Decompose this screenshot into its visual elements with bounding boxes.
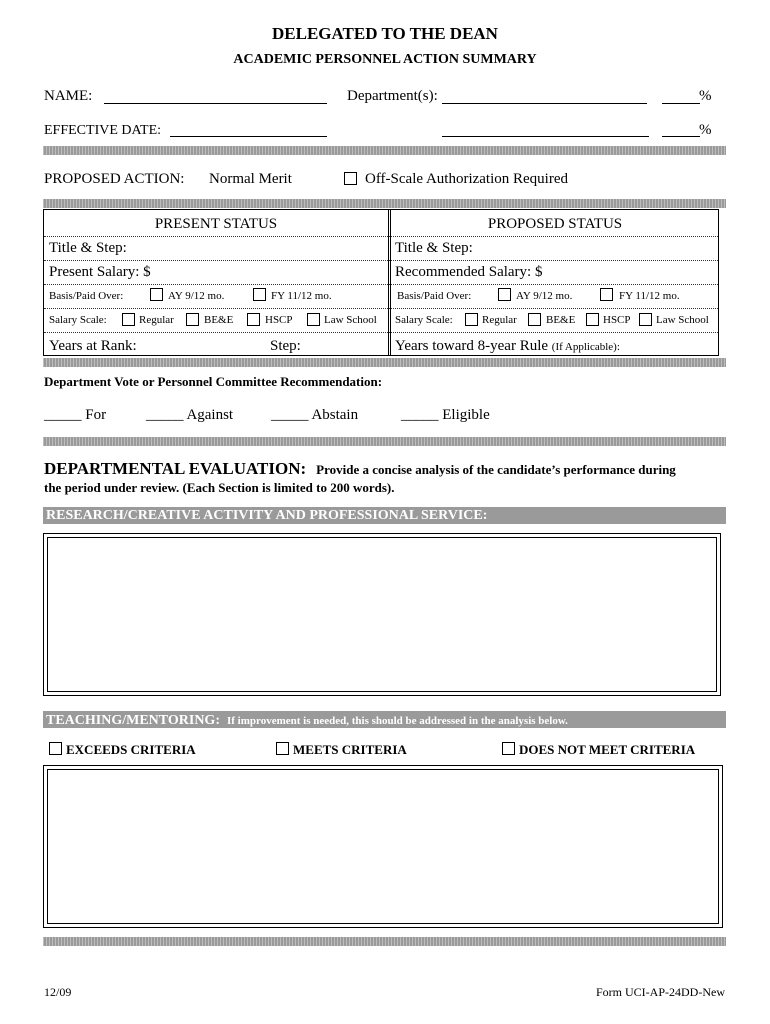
present-law-checkbox[interactable] <box>307 313 320 326</box>
evaluation-heading-row <box>44 459 734 479</box>
recommended-salary[interactable]: Recommended Salary: $ <box>395 264 543 280</box>
vote-for[interactable] <box>44 407 106 424</box>
divider-bar-2 <box>43 199 726 208</box>
teaching-textbox[interactable] <box>43 765 723 928</box>
effective-date-field[interactable] <box>170 136 327 137</box>
vote-abstain-label: Abstain <box>311 407 359 423</box>
proposed-action-value: Normal Merit <box>209 171 292 187</box>
proposed-fy-label: FY 11/12 mo. <box>619 290 680 302</box>
vote-abstain-blank: _____ <box>271 407 309 423</box>
vote-abstain[interactable] <box>271 407 358 424</box>
present-ay-label: AY 9/12 mo. <box>168 290 225 302</box>
proposed-action-label: PROPOSED ACTION: <box>44 171 185 187</box>
present-salary[interactable]: Present Salary: $ <box>49 264 151 280</box>
present-bee-checkbox[interactable] <box>186 313 199 326</box>
vote-eligible-blank: _____ <box>401 407 439 423</box>
exceeds-criteria-label: EXCEEDS CRITERIA <box>66 742 196 757</box>
divider-bar-1 <box>43 146 726 155</box>
percent-sign-1: % <box>699 88 712 104</box>
evaluation-instruction-1: Provide a concise analysis of the candidate’s performance during <box>316 462 676 477</box>
proposed-fy-checkbox[interactable] <box>600 288 613 301</box>
vote-eligible-label: Eligible <box>442 407 490 423</box>
years-toward-8-year-rule[interactable] <box>395 338 620 355</box>
row-line-2 <box>44 260 718 261</box>
teaching-section-bar <box>43 711 726 728</box>
offscale-label: Off-Scale Authorization Required <box>365 171 568 187</box>
vote-heading: Department Vote or Personnel Committee Recommendation: <box>44 374 383 389</box>
offscale-checkbox[interactable] <box>344 172 357 185</box>
name-field[interactable] <box>104 103 327 104</box>
form-subtitle: ACADEMIC PERSONNEL ACTION SUMMARY <box>233 52 537 67</box>
form-title: DELEGATED TO THE DEAN <box>272 24 498 43</box>
proposed-law-label: Law School <box>656 314 709 326</box>
exceeds-criteria-checkbox[interactable] <box>49 742 62 755</box>
proposed-basis-label: Basis/Paid Over: <box>397 290 472 302</box>
proposed-salary-scale-label: Salary Scale: <box>395 314 453 326</box>
proposed-ay-checkbox[interactable] <box>498 288 511 301</box>
vote-against[interactable] <box>146 407 233 424</box>
departments-label: Department(s): <box>347 88 438 104</box>
does-not-meet-criteria-label: DOES NOT MEET CRITERIA <box>519 742 696 757</box>
department-field-2[interactable] <box>442 136 649 137</box>
row-line-5 <box>44 332 718 333</box>
if-applicable-note: (If Applicable): <box>551 341 620 353</box>
row-line-4 <box>44 308 718 309</box>
department-field-1[interactable] <box>442 103 647 104</box>
vote-against-blank: _____ <box>146 407 184 423</box>
vote-against-label: Against <box>186 407 234 423</box>
present-years-at-rank[interactable]: Years at Rank: <box>49 338 137 354</box>
divider-bar-3 <box>43 358 726 367</box>
vote-for-label: For <box>85 407 107 423</box>
present-bee-label: BE&E <box>204 314 234 326</box>
vote-eligible[interactable] <box>401 407 490 424</box>
present-step[interactable]: Step: <box>270 338 301 354</box>
footer-form-id: Form UCI-AP-24DD-New <box>596 985 725 999</box>
present-salary-scale-label: Salary Scale: <box>49 314 107 326</box>
evaluation-instruction-2: the period under review. (Each Section is limited to 200 words). <box>44 480 395 495</box>
teaching-bar-label: TEACHING/MENTORING: <box>46 713 220 728</box>
meets-criteria-checkbox[interactable] <box>276 742 289 755</box>
does-not-meet-criteria-checkbox[interactable] <box>502 742 515 755</box>
proposed-law-checkbox[interactable] <box>639 313 652 326</box>
proposed-hscp-checkbox[interactable] <box>586 313 599 326</box>
meets-criteria-label: MEETS CRITERIA <box>293 742 407 757</box>
present-law-label: Law School <box>324 314 377 326</box>
present-ay-checkbox[interactable] <box>150 288 163 301</box>
teaching-textbox-inner <box>47 769 719 924</box>
proposed-regular-checkbox[interactable] <box>465 313 478 326</box>
present-fy-label: FY 11/12 mo. <box>271 290 332 302</box>
proposed-title-step[interactable]: Title & Step: <box>395 240 473 256</box>
present-regular-checkbox[interactable] <box>122 313 135 326</box>
divider-bar-5 <box>43 937 726 946</box>
vote-for-blank: _____ <box>44 407 82 423</box>
research-textbox[interactable] <box>43 533 721 696</box>
footer-date: 12/09 <box>44 985 72 999</box>
research-textbox-inner <box>47 537 717 692</box>
proposed-bee-label: BE&E <box>546 314 576 326</box>
name-label: NAME: <box>44 88 93 104</box>
present-fy-checkbox[interactable] <box>253 288 266 301</box>
row-line-3 <box>44 284 718 285</box>
teaching-bar-note: If improvement is needed, this should be addressed in the analysis below. <box>226 715 568 727</box>
present-hscp-checkbox[interactable] <box>247 313 260 326</box>
evaluation-heading: DEPARTMENTAL EVALUATION: <box>44 459 307 478</box>
present-basis-label: Basis/Paid Over: <box>49 290 124 302</box>
proposed-status-header: PROPOSED STATUS <box>487 216 623 232</box>
department-percent-1[interactable] <box>662 103 700 104</box>
proposed-regular-label: Regular <box>482 314 517 326</box>
row-line-1 <box>44 236 718 237</box>
present-hscp-label: HSCP <box>265 314 293 326</box>
present-regular-label: Regular <box>139 314 174 326</box>
present-status-header: PRESENT STATUS <box>154 216 278 232</box>
years-toward-label: Years toward 8-year Rule <box>395 338 549 354</box>
proposed-bee-checkbox[interactable] <box>528 313 541 326</box>
proposed-ay-label: AY 9/12 mo. <box>516 290 573 302</box>
percent-sign-2: % <box>699 122 712 138</box>
department-percent-2[interactable] <box>662 136 700 137</box>
divider-bar-4 <box>43 437 726 446</box>
research-section-bar: RESEARCH/CREATIVE ACTIVITY AND PROFESSIONAL SERVICE: <box>43 507 726 524</box>
present-title-step[interactable]: Title & Step: <box>49 240 127 256</box>
proposed-hscp-label: HSCP <box>603 314 631 326</box>
effective-date-label: EFFECTIVE DATE: <box>44 123 162 138</box>
